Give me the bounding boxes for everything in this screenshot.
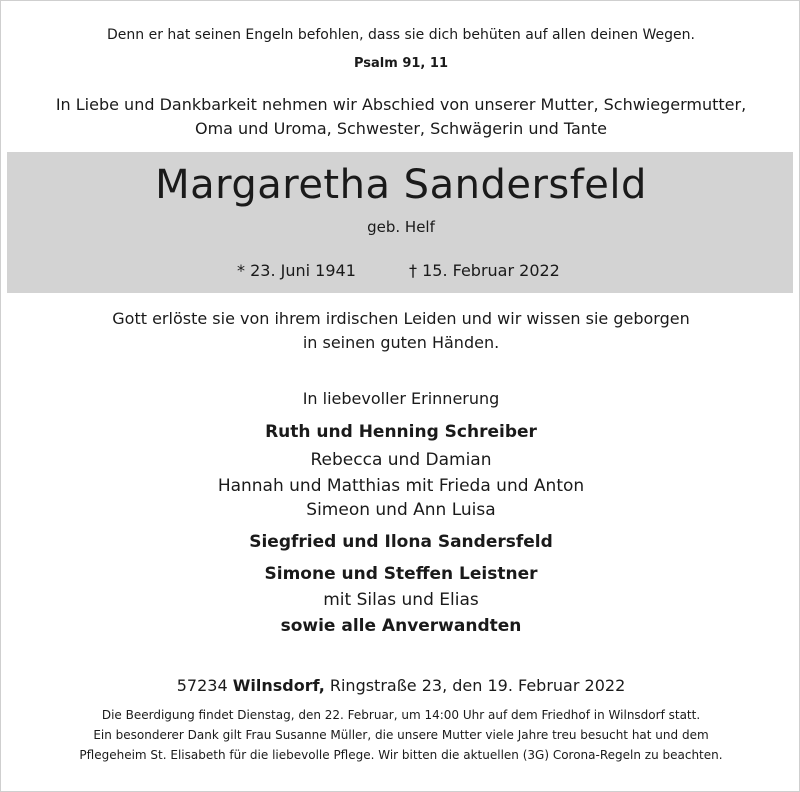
verse-reference: Psalm 91, 11 — [354, 56, 448, 71]
family-group-3-head: Simone und Steffen Leistner — [264, 564, 538, 584]
intro-line-1: In Liebe und Dankbarkeit nehmen wir Abschied von unserer Mutter, Schwiegermutter, — [55, 95, 747, 114]
family-group-3-line-1: mit Silas und Elias — [323, 590, 479, 610]
family-group-1-line-3: Simeon und Ann Luisa — [306, 500, 496, 520]
address-city: Wilnsdorf, — [232, 676, 325, 695]
maiden-name: geb. Helf — [367, 218, 435, 236]
notice-line-1: Die Beerdigung findet Dienstag, den 22. Februar, um 14:00 Uhr auf dem Friedhof in Wilnsdorf statt. — [101, 708, 701, 722]
birth-date: * 23. Juni 1941 — [237, 261, 356, 280]
bible-verse: Denn er hat seinen Engeln befohlen, dass sie dich behüten auf allen deinen Wegen. — [107, 27, 695, 43]
family-group-1-head: Ruth und Henning Schreiber — [265, 422, 537, 442]
family-group-1-line-2: Hannah und Matthias mit Frieda und Anton — [217, 476, 585, 496]
intro-line-2: Oma und Uroma, Schwester, Schwägerin und Tante — [194, 119, 608, 138]
message-line-2: in seinen guten Händen. — [302, 333, 500, 352]
message-line-1: Gott erlöste sie von ihrem irdischen Leiden und wir wissen sie geborgen — [112, 309, 690, 328]
notice-line-3: Pflegeheim St. Elisabeth für die liebevolle Pflege. Wir bitten die aktuellen (3G) Corona-Regeln zu beachten. — [79, 748, 723, 762]
deceased-name: Margaretha Sandersfeld — [155, 162, 647, 208]
notice-line-2: Ein besonderer Dank gilt Frau Susanne Müller, die unsere Mutter viele Jahre treu besucht hat und dem — [93, 728, 709, 742]
family-group-1-line-1: Rebecca und Damian — [310, 450, 492, 470]
address-rest: Ringstraße 23, den 19. Februar 2022 — [329, 676, 626, 695]
memory-heading: In liebevoller Erinnerung — [302, 389, 500, 408]
family-group-2-head: Siegfried und Ilona Sandersfeld — [249, 532, 553, 552]
address-zip: 57234 — [176, 676, 228, 695]
family-closing: sowie alle Anverwandten — [280, 616, 522, 636]
death-date: † 15. Februar 2022 — [409, 261, 560, 280]
address-line — [1, 676, 800, 695]
